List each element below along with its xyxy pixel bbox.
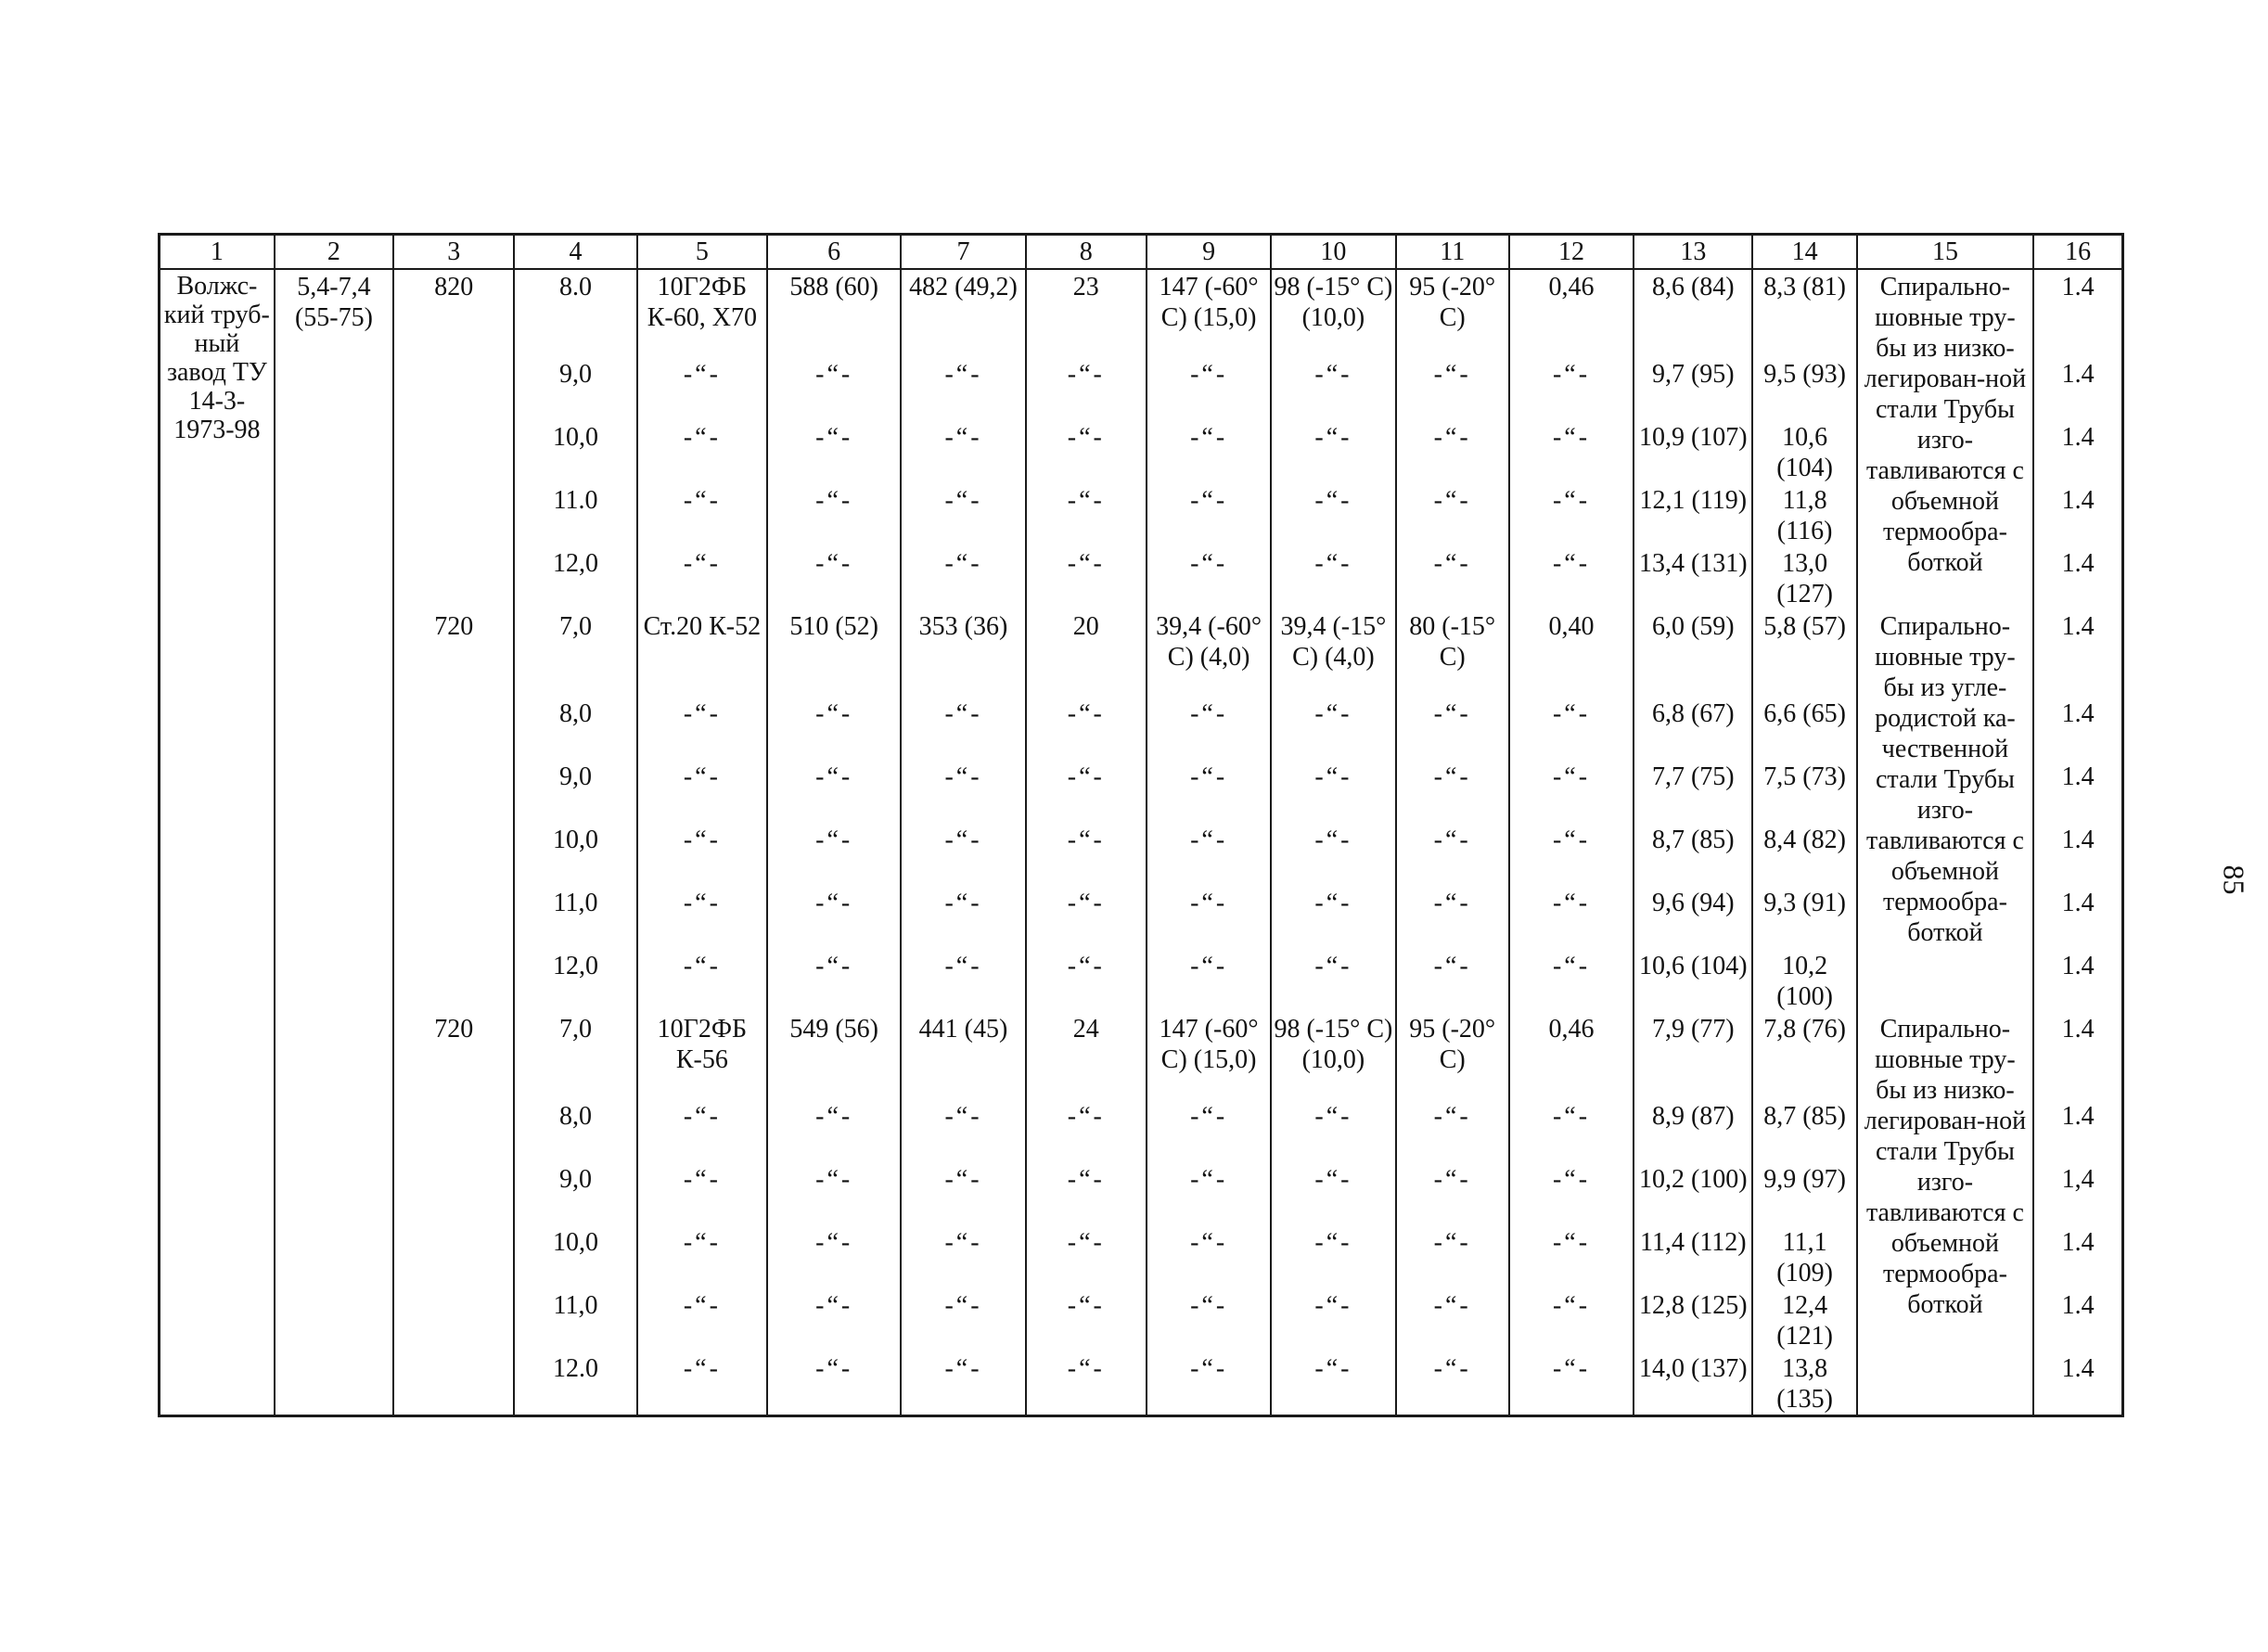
cell-c14: 9,3 (91) [1752, 886, 1856, 949]
cell-c13: 13,4 (131) [1634, 546, 1752, 609]
table-row [160, 269, 2123, 357]
cell-c7: -“- [901, 1351, 1025, 1416]
column-header-14: 14 [1752, 235, 1856, 270]
cell-c6: -“- [767, 420, 901, 483]
page-number: 85 [2217, 864, 2251, 895]
cell-c10: 98 (-15° С) (10,0) [1271, 269, 1395, 357]
cell-c12: -“- [1509, 546, 1634, 609]
cell-c13: 9,6 (94) [1634, 886, 1752, 949]
cell-c5: -“- [637, 697, 767, 760]
cell-c5: 10Г2ФБ К-56 [637, 1012, 767, 1099]
cell-c9: -“- [1147, 1288, 1271, 1351]
column-header-2: 2 [275, 235, 393, 270]
cell-c9: -“- [1147, 483, 1271, 546]
cell-c4: 8,0 [514, 697, 636, 760]
cell-c10: 39,4 (-15° С) (4,0) [1271, 609, 1395, 697]
cell-c4: 12,0 [514, 546, 636, 609]
cell-c11: -“- [1396, 420, 1509, 483]
cell-c6: -“- [767, 483, 901, 546]
cell-c4: 7,0 [514, 1012, 636, 1099]
column-header-5: 5 [637, 235, 767, 270]
cell-c5: -“- [637, 420, 767, 483]
cell-c5: -“- [637, 483, 767, 546]
cell-c16: 1.4 [2033, 1351, 2122, 1416]
cell-c14: 8,4 (82) [1752, 823, 1856, 886]
cell-c8: 20 [1026, 609, 1147, 697]
cell-c8: -“- [1026, 823, 1147, 886]
column-header-15: 15 [1857, 235, 2033, 270]
cell-c16: 1.4 [2033, 697, 2122, 760]
cell-c9: -“- [1147, 1351, 1271, 1416]
cell-c4: 11,0 [514, 1288, 636, 1351]
cell-c16: 1.4 [2033, 546, 2122, 609]
cell-c12: -“- [1509, 1099, 1634, 1162]
column-header-8: 8 [1026, 235, 1147, 270]
cell-c5: -“- [637, 949, 767, 1012]
column-header-1: 1 [160, 235, 275, 270]
column-header-6: 6 [767, 235, 901, 270]
cell-c8: -“- [1026, 357, 1147, 420]
cell-c16: 1.4 [2033, 269, 2122, 357]
cell-c14: 11,1 (109) [1752, 1225, 1856, 1288]
cell-c16: 1.4 [2033, 420, 2122, 483]
cell-c11: 95 (-20° С) [1396, 1012, 1509, 1099]
cell-c9: -“- [1147, 357, 1271, 420]
cell-c6: -“- [767, 886, 901, 949]
cell-c14: 13,0 (127) [1752, 546, 1856, 609]
table-header [160, 235, 2123, 270]
cell-c5: -“- [637, 886, 767, 949]
cell-c10: -“- [1271, 1099, 1395, 1162]
cell-c7: -“- [901, 697, 1025, 760]
cell-c7: -“- [901, 1225, 1025, 1288]
cell-c10: -“- [1271, 760, 1395, 823]
cell-c14: 11,8 (116) [1752, 483, 1856, 546]
cell-c11: -“- [1396, 697, 1509, 760]
cell-c6: -“- [767, 1225, 901, 1288]
cell-c8: -“- [1026, 483, 1147, 546]
cell-c8: -“- [1026, 1099, 1147, 1162]
diameter-cell: 720 [393, 1012, 514, 1416]
cell-c9: -“- [1147, 1162, 1271, 1225]
column-header-11: 11 [1396, 235, 1509, 270]
column-header-4: 4 [514, 235, 636, 270]
cell-c9: -“- [1147, 697, 1271, 760]
cell-c7: 482 (49,2) [901, 269, 1025, 357]
cell-c7: -“- [901, 357, 1025, 420]
cell-c10: -“- [1271, 483, 1395, 546]
cell-c5: -“- [637, 1288, 767, 1351]
cell-c11: -“- [1396, 1225, 1509, 1288]
cell-c11: 95 (-20° С) [1396, 269, 1509, 357]
cell-c16: 1.4 [2033, 483, 2122, 546]
cell-c5: -“- [637, 823, 767, 886]
cell-c16: 1.4 [2033, 886, 2122, 949]
cell-c5: 10Г2ФБ К-60, Х70 [637, 269, 767, 357]
cell-c6: -“- [767, 697, 901, 760]
cell-c11: -“- [1396, 483, 1509, 546]
cell-c8: -“- [1026, 1225, 1147, 1288]
cell-c12: -“- [1509, 949, 1634, 1012]
cell-c12: 0,46 [1509, 269, 1634, 357]
cell-c4: 8,0 [514, 1099, 636, 1162]
cell-c7: -“- [901, 886, 1025, 949]
cell-c5: -“- [637, 1162, 767, 1225]
cell-c13: 6,0 (59) [1634, 609, 1752, 697]
diameter-cell: 720 [393, 609, 514, 1012]
cell-c9: -“- [1147, 823, 1271, 886]
cell-c8: 23 [1026, 269, 1147, 357]
cell-c7: -“- [901, 1288, 1025, 1351]
factory-cell: Волжс-кий труб-ный завод ТУ 14-3-1973-98 [160, 269, 275, 1416]
cell-c13: 14,0 (137) [1634, 1351, 1752, 1416]
cell-c13: 7,9 (77) [1634, 1012, 1752, 1099]
pipe-spec-table [158, 233, 2124, 1417]
cell-c8: -“- [1026, 546, 1147, 609]
cell-c12: -“- [1509, 1351, 1634, 1416]
cell-c12: -“- [1509, 1288, 1634, 1351]
cell-c8: -“- [1026, 1162, 1147, 1225]
cell-c16: 1.4 [2033, 760, 2122, 823]
cell-c7: -“- [901, 1162, 1025, 1225]
cell-c12: -“- [1509, 1225, 1634, 1288]
cell-c6: 510 (52) [767, 609, 901, 697]
cell-c13: 10,6 (104) [1634, 949, 1752, 1012]
cell-c6: -“- [767, 949, 901, 1012]
cell-c6: 588 (60) [767, 269, 901, 357]
cell-c16: 1.4 [2033, 1225, 2122, 1288]
cell-c4: 11.0 [514, 483, 636, 546]
cell-c16: 1.4 [2033, 1288, 2122, 1351]
cell-c10: -“- [1271, 697, 1395, 760]
cell-c4: 12.0 [514, 1351, 636, 1416]
cell-c5: -“- [637, 1351, 767, 1416]
cell-c7: -“- [901, 760, 1025, 823]
cell-c11: -“- [1396, 760, 1509, 823]
cell-c11: -“- [1396, 546, 1509, 609]
cell-c14: 12,4 (121) [1752, 1288, 1856, 1351]
cell-c11: -“- [1396, 1162, 1509, 1225]
cell-c10: -“- [1271, 886, 1395, 949]
cell-c5: -“- [637, 1099, 767, 1162]
cell-c16: 1.4 [2033, 609, 2122, 697]
cell-c11: -“- [1396, 1288, 1509, 1351]
cell-c11: -“- [1396, 1099, 1509, 1162]
cell-c5: -“- [637, 1225, 767, 1288]
cell-c13: 10,2 (100) [1634, 1162, 1752, 1225]
cell-c11: -“- [1396, 1351, 1509, 1416]
cell-c16: 1.4 [2033, 949, 2122, 1012]
cell-c6: -“- [767, 546, 901, 609]
cell-c10: -“- [1271, 1162, 1395, 1225]
table-row [160, 609, 2123, 697]
cell-c6: -“- [767, 1099, 901, 1162]
cell-c8: -“- [1026, 1288, 1147, 1351]
cell-c7: -“- [901, 1099, 1025, 1162]
cell-c12: -“- [1509, 1162, 1634, 1225]
note-cell: Спирально-шовные тру-бы из низко-легирован-ной стали Трубы изго-тавливаются с объемной термообра-боткой [1857, 1012, 2033, 1416]
cell-c16: 1,4 [2033, 1162, 2122, 1225]
cell-c7: -“- [901, 420, 1025, 483]
cell-c10: -“- [1271, 1351, 1395, 1416]
cell-c9: -“- [1147, 949, 1271, 1012]
cell-c6: -“- [767, 760, 901, 823]
cell-c7: -“- [901, 823, 1025, 886]
cell-c4: 10,0 [514, 420, 636, 483]
cell-c5: Ст.20 К-52 [637, 609, 767, 697]
cell-c16: 1.4 [2033, 1012, 2122, 1099]
cell-c4: 10,0 [514, 1225, 636, 1288]
cell-c9: -“- [1147, 1225, 1271, 1288]
cell-c13: 11,4 (112) [1634, 1225, 1752, 1288]
cell-c8: 24 [1026, 1012, 1147, 1099]
cell-c12: -“- [1509, 886, 1634, 949]
cell-c16: 1.4 [2033, 1099, 2122, 1162]
cell-c10: -“- [1271, 823, 1395, 886]
cell-c12: -“- [1509, 357, 1634, 420]
cell-c14: 5,8 (57) [1752, 609, 1856, 697]
cell-c11: -“- [1396, 357, 1509, 420]
cell-c14: 10,6 (104) [1752, 420, 1856, 483]
table-body [160, 269, 2123, 1416]
cell-c4: 10,0 [514, 823, 636, 886]
cell-c12: -“- [1509, 697, 1634, 760]
cell-c9: 147 (-60° С) (15,0) [1147, 1012, 1271, 1099]
cell-c12: -“- [1509, 483, 1634, 546]
cell-c12: -“- [1509, 760, 1634, 823]
cell-c16: 1.4 [2033, 357, 2122, 420]
cell-c8: -“- [1026, 949, 1147, 1012]
cell-c7: 353 (36) [901, 609, 1025, 697]
cell-c6: -“- [767, 1162, 901, 1225]
note-cell: Спирально-шовные тру-бы из низко-легирован-ной стали Трубы изго-тавливаются с объемной термообра-боткой [1857, 269, 2033, 609]
note-cell: Спирально-шовные тру-бы из угле-родистой ка-чественной стали Трубы изго-тавливаются с объемной термообра-боткой [1857, 609, 2033, 1012]
column-header-12: 12 [1509, 235, 1634, 270]
cell-c6: -“- [767, 1351, 901, 1416]
cell-c12: -“- [1509, 823, 1634, 886]
column-header-13: 13 [1634, 235, 1752, 270]
header-row [160, 235, 2123, 270]
cell-c4: 9,0 [514, 357, 636, 420]
cell-c4: 9,0 [514, 760, 636, 823]
cell-c11: -“- [1396, 886, 1509, 949]
cell-c14: 10,2 (100) [1752, 949, 1856, 1012]
cell-c14: 9,9 (97) [1752, 1162, 1856, 1225]
cell-c10: -“- [1271, 420, 1395, 483]
cell-c8: -“- [1026, 420, 1147, 483]
cell-c14: 13,8 (135) [1752, 1351, 1856, 1416]
column-header-7: 7 [901, 235, 1025, 270]
column-header-9: 9 [1147, 235, 1271, 270]
cell-c11: -“- [1396, 823, 1509, 886]
cell-c11: 80 (-15° С) [1396, 609, 1509, 697]
pressure-cell: 5,4-7,4 (55-75) [275, 269, 393, 1416]
cell-c9: -“- [1147, 546, 1271, 609]
table-row [160, 1012, 2123, 1099]
cell-c7: 441 (45) [901, 1012, 1025, 1099]
cell-c6: -“- [767, 1288, 901, 1351]
cell-c14: 8,7 (85) [1752, 1099, 1856, 1162]
cell-c5: -“- [637, 760, 767, 823]
cell-c10: -“- [1271, 949, 1395, 1012]
column-header-10: 10 [1271, 235, 1395, 270]
diameter-cell: 820 [393, 269, 514, 609]
cell-c7: -“- [901, 949, 1025, 1012]
cell-c10: 98 (-15° С) (10,0) [1271, 1012, 1395, 1099]
cell-c13: 8,9 (87) [1634, 1099, 1752, 1162]
cell-c7: -“- [901, 546, 1025, 609]
cell-c10: -“- [1271, 1225, 1395, 1288]
cell-c14: 8,3 (81) [1752, 269, 1856, 357]
cell-c9: 39,4 (-60° С) (4,0) [1147, 609, 1271, 697]
cell-c9: -“- [1147, 1099, 1271, 1162]
cell-c13: 12,1 (119) [1634, 483, 1752, 546]
cell-c4: 9,0 [514, 1162, 636, 1225]
cell-c8: -“- [1026, 697, 1147, 760]
cell-c13: 9,7 (95) [1634, 357, 1752, 420]
cell-c6: -“- [767, 823, 901, 886]
column-header-16: 16 [2033, 235, 2122, 270]
cell-c9: -“- [1147, 760, 1271, 823]
cell-c8: -“- [1026, 760, 1147, 823]
cell-c9: 147 (-60° С) (15,0) [1147, 269, 1271, 357]
cell-c8: -“- [1026, 1351, 1147, 1416]
cell-c13: 8,7 (85) [1634, 823, 1752, 886]
cell-c12: -“- [1509, 420, 1634, 483]
cell-c4: 11,0 [514, 886, 636, 949]
cell-c14: 7,8 (76) [1752, 1012, 1856, 1099]
cell-c13: 12,8 (125) [1634, 1288, 1752, 1351]
column-header-3: 3 [393, 235, 514, 270]
cell-c13: 6,8 (67) [1634, 697, 1752, 760]
cell-c5: -“- [637, 546, 767, 609]
cell-c6: 549 (56) [767, 1012, 901, 1099]
cell-c9: -“- [1147, 420, 1271, 483]
cell-c10: -“- [1271, 546, 1395, 609]
cell-c6: -“- [767, 357, 901, 420]
cell-c14: 7,5 (73) [1752, 760, 1856, 823]
cell-c7: -“- [901, 483, 1025, 546]
cell-c4: 8.0 [514, 269, 636, 357]
cell-c11: -“- [1396, 949, 1509, 1012]
cell-c4: 12,0 [514, 949, 636, 1012]
cell-c14: 6,6 (65) [1752, 697, 1856, 760]
cell-c14: 9,5 (93) [1752, 357, 1856, 420]
cell-c13: 7,7 (75) [1634, 760, 1752, 823]
cell-c4: 7,0 [514, 609, 636, 697]
cell-c5: -“- [637, 357, 767, 420]
cell-c16: 1.4 [2033, 823, 2122, 886]
cell-c13: 8,6 (84) [1634, 269, 1752, 357]
cell-c9: -“- [1147, 886, 1271, 949]
cell-c12: 0,46 [1509, 1012, 1634, 1099]
cell-c12: 0,40 [1509, 609, 1634, 697]
cell-c10: -“- [1271, 1288, 1395, 1351]
cell-c10: -“- [1271, 357, 1395, 420]
cell-c13: 10,9 (107) [1634, 420, 1752, 483]
cell-c8: -“- [1026, 886, 1147, 949]
